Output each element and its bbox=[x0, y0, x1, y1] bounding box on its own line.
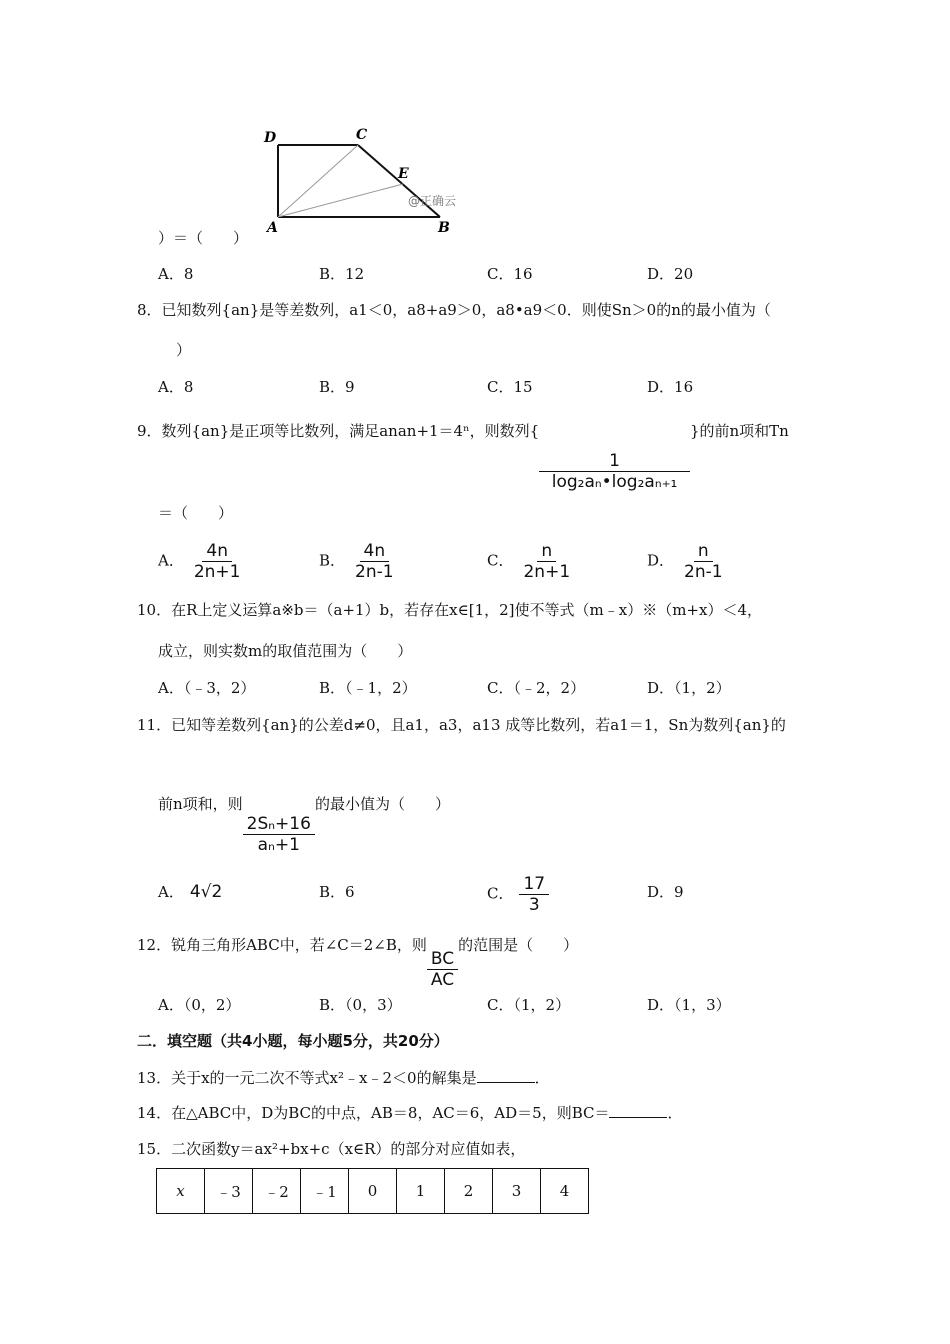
q7-option-c: C．16 bbox=[487, 265, 533, 283]
q10-option-a: A．（﹣3，2） bbox=[158, 679, 256, 697]
q7-option-a: A．8 bbox=[158, 265, 194, 283]
label-C: C bbox=[356, 127, 368, 143]
q8-option-a: A．8 bbox=[158, 378, 194, 396]
q11-option-b: B．6 bbox=[319, 883, 355, 901]
q13-answer-blank bbox=[477, 1068, 535, 1083]
q8-tail: ） bbox=[176, 341, 192, 359]
q8-option-b: B．9 bbox=[319, 378, 355, 396]
q12-option-a: A．（0，2） bbox=[158, 996, 241, 1014]
table-cell: ﹣3 bbox=[205, 1169, 253, 1214]
q12-option-c: C．（1，2） bbox=[487, 996, 571, 1014]
q10-option-d: D．（1，2） bbox=[647, 679, 731, 697]
table-cell: 2 bbox=[445, 1169, 493, 1214]
q15-value-table bbox=[156, 1168, 589, 1214]
geometry-figure bbox=[250, 120, 480, 245]
label-A: A bbox=[267, 220, 278, 236]
q10-option-b: B．（﹣1，2） bbox=[319, 679, 417, 697]
q9-text-before: 9．数列{an}是正项等比数列，满足anan+1＝4ⁿ，则数列{ bbox=[137, 422, 540, 440]
q10-line1: 10．在R上定义运算a※b＝（a+1）b，若存在x∈[1，2]使不等式（m﹣x）※（m+x）＜4， bbox=[137, 601, 762, 619]
table-cell: ﹣2 bbox=[253, 1169, 301, 1214]
section-2-heading: 二．填空题（共4小题，每小题5分，共20分） bbox=[137, 1032, 449, 1050]
q7-option-d: D．20 bbox=[647, 265, 694, 283]
table-cell: 1 bbox=[397, 1169, 445, 1214]
q11-option-a: A． 4√2 bbox=[158, 882, 223, 902]
q11-line1: 11．已知等差数列{an}的公差d≠0，且a1，a3，a13 成等比数列，若a1＝1，Sn为数列{an}的 bbox=[137, 716, 786, 734]
q12-option-d: D．（1，3） bbox=[647, 996, 731, 1014]
q7-option-b: B．12 bbox=[319, 265, 365, 283]
label-B: B bbox=[438, 220, 450, 236]
q11-fraction: $\frac{\text{2Sₙ+16}}{\text{aₙ+1}}$ bbox=[243, 814, 315, 855]
q14-question: 14．在△ABC中，D为BC的中点，AB＝8，AC＝6，AD＝5，则BC＝ ． bbox=[137, 1104, 683, 1122]
q8-question: 8．已知数列{an}是等差数列，a1＜0，a8+a9＞0，a8•a9＜0．则使Sn＞0的n的最小值为（ bbox=[137, 301, 771, 319]
q9-text-after: }的前n项和Tn bbox=[689, 422, 789, 440]
q7-tail: ）＝（ ） bbox=[158, 229, 249, 247]
q12-fraction: $\frac{BC}{AC}$ bbox=[427, 949, 458, 990]
watermark: @正确云 bbox=[408, 194, 457, 208]
q15-question: 15．二次函数y＝ax²+bx+c（x∈R）的部分对应值如表， bbox=[137, 1140, 526, 1158]
table-cell: ﹣1 bbox=[301, 1169, 349, 1214]
q9-question bbox=[137, 420, 789, 492]
table-row bbox=[157, 1169, 589, 1214]
table-cell: x bbox=[157, 1169, 205, 1214]
q14-answer-blank bbox=[609, 1103, 667, 1118]
q13-question: 13．关于x的一元二次不等式x²﹣x﹣2＜0的解集是 ． bbox=[137, 1069, 550, 1087]
q9-frac-den: log₂aₙ•log₂aₙ₊₁ bbox=[551, 472, 678, 492]
q11-line2: 前n项和，则 $\frac{\text{2Sₙ+16}}{\text{aₙ+1}}$ 的最小值为（ ） bbox=[158, 795, 450, 855]
q8-option-d: D．16 bbox=[647, 378, 694, 396]
q12-question: 12．锐角三角形ABC中，若∠C＝2∠B，则 $\frac{BC}{AC}$ 的范围是（ ） bbox=[137, 936, 579, 990]
q11-option-c: C． $\frac{17}{3}$ bbox=[487, 874, 549, 915]
q8-option-c: C．15 bbox=[487, 378, 533, 396]
table-cell: 3 bbox=[493, 1169, 541, 1214]
q12-option-b: B．（0，3） bbox=[319, 996, 402, 1014]
q9-option-d: D． $\frac{n}{2n-1}$ bbox=[647, 541, 723, 582]
table-cell: 0 bbox=[349, 1169, 397, 1214]
q9-tail: ＝（ ） bbox=[158, 504, 234, 522]
q9-fraction bbox=[539, 451, 690, 492]
table-cell: 4 bbox=[541, 1169, 589, 1214]
label-D: D bbox=[264, 130, 277, 146]
q9-option-a: A． $\frac{4n}{2n+1}$ bbox=[158, 541, 241, 582]
q9-option-b: B． $\frac{4n}{2n-1}$ bbox=[319, 541, 394, 582]
q9-option-c: C． $\frac{n}{2n+1}$ bbox=[487, 541, 571, 582]
quadrilateral-diagram bbox=[250, 120, 480, 245]
q10-line2: 成立，则实数m的取值范围为（ ） bbox=[158, 642, 413, 660]
label-E: E bbox=[398, 166, 409, 182]
q11-option-d: D．9 bbox=[647, 883, 684, 901]
q10-option-c: C．（﹣2，2） bbox=[487, 679, 586, 697]
q9-frac-num: 1 bbox=[539, 451, 690, 472]
